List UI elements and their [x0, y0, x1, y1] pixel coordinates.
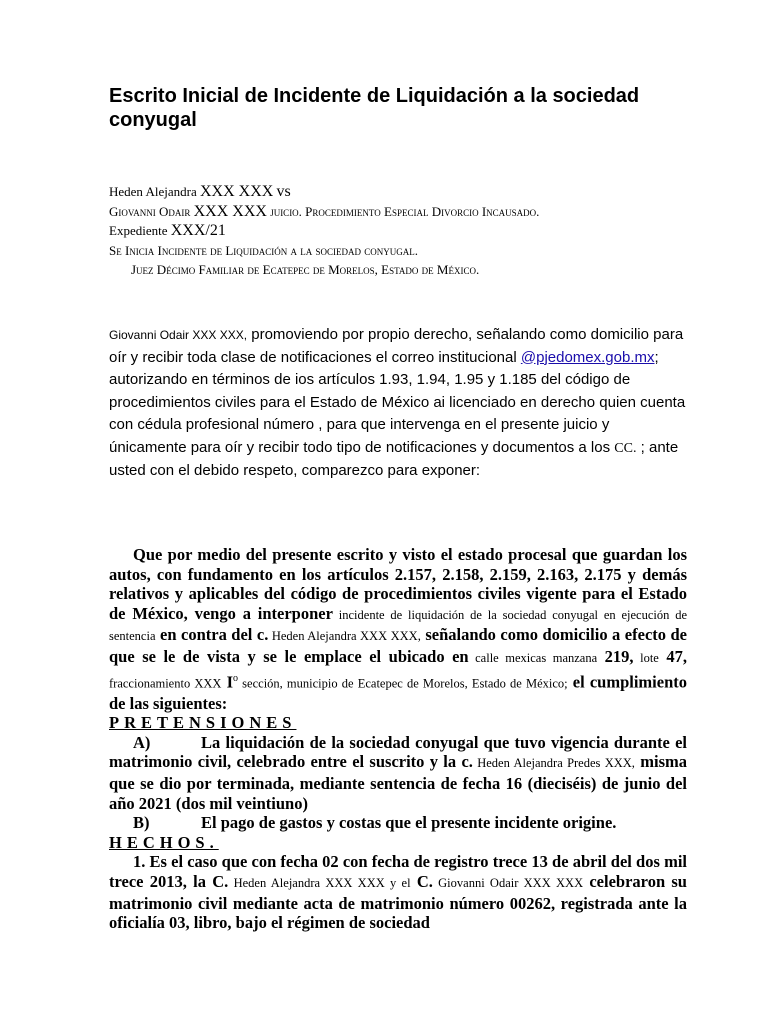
fact-1 [109, 852, 687, 932]
header-subject-line: Se Inicia Incidente de Liquidación a la sociedad conyugal. [109, 242, 419, 258]
fact-1-a: 1. Es el caso que con fecha 02 con fecha de registro trece 13 de abril del dos mil trece 2013, la C. [109, 852, 687, 891]
hechos-heading [109, 833, 687, 853]
para1-c: en contra del c. [155, 625, 269, 645]
pretensiones-label: PRETENSIONES [109, 713, 297, 733]
intro-paragraph [109, 324, 689, 483]
claim-b-text: El pago de gastos y costas que el presente incidente origine. [201, 813, 617, 833]
para1-l: sección, municipio de Ecatepec de Morelos, Estado de México; [238, 676, 568, 691]
para1-m: el cumplimiento de las siguientes: [109, 672, 688, 713]
para1-f: calle mexicas manzana [468, 650, 598, 665]
para1-e: señalando como domicilio a efecto de que se le de vista y se le emplace el ubicado en [109, 625, 687, 666]
file-number: XXX/21 [170, 222, 226, 239]
defendant-surname: XXX XXX [193, 202, 267, 220]
header-defendant-line [109, 202, 729, 222]
para1-g: 219, [597, 646, 634, 666]
header-file-line [109, 221, 729, 241]
email-link[interactable]: @pjedomex.gob.mx [520, 348, 655, 366]
plaintiff-name: Heden Alejandra [109, 184, 197, 199]
fact-1-c: C. [410, 872, 433, 891]
versus-label: vs [276, 183, 291, 200]
promoter-name: Giovanni Odair XXX XXX, [109, 328, 248, 342]
header-parties-line [109, 182, 729, 202]
claim-a-text-3: misma que se dio por terminada, mediante sentencia de fecha 16 (dieciséis) de junio del año 2021 (dos mil veintiuno) [109, 752, 687, 813]
intro-text-3: ; ante usted con el debido respeto, comparezco para exponer: [109, 438, 679, 479]
claim-a-label: A) [133, 732, 151, 752]
claim-a-text-1: La liquidación de la sociedad conyugal que tuvo vigencia durante el matrimonio civil, celebrado entre el suscrito y la c. [109, 732, 687, 772]
claim-a-text-2: Heden Alejandra Predes XXX, [472, 756, 635, 771]
cc-label: CC. [614, 440, 637, 456]
fact-1-b: Heden Alejandra XXX XXX y el [228, 876, 411, 890]
intro-text-1: promoviendo por propio derecho, señalando como domicilio para oír y recibir toda clase de notificaciones el correo institucional [109, 326, 684, 366]
para1-d: Heden Alejandra XXX XXX, [268, 629, 421, 644]
claim-a [109, 733, 687, 813]
claim-b [109, 813, 687, 833]
intro-text-2: ; autorizando en términos de ios artículos 1.93, 1.94, 1.95 y 1.185 del código de procedimientos civiles para el Estado de México ai licenciado en derecho quien cuenta con cédula profesional número , para que intervenga en el presente juicio y únicamente para oír y recibir todo tipo de notificaciones y documentos a los [109, 348, 686, 456]
header-judge-line: Juez Décimo Familiar de Ecatepec de Morelos, Estado de México. [131, 262, 480, 277]
main-paragraph [109, 545, 687, 713]
hechos-label: HECHOS. [109, 832, 219, 852]
fact-1-d: Giovanni Odair XXX XXX [432, 876, 584, 890]
para1-j: fraccionamiento XXX [109, 676, 222, 691]
para1-h: lote [633, 650, 659, 665]
para1-k: I [221, 672, 234, 692]
fact-1-e: celebraron su matrimonio civil mediante acta de matrimonio número 00262, registrada ante la oficialía 03, libro, bajo el régimen de sociedad [109, 872, 687, 933]
document-title: Escrito Inicial de Incidente de Liquidación a la sociedad conyugal [109, 85, 640, 131]
file-label: Expediente [109, 223, 168, 238]
para1-sup: o [233, 672, 239, 684]
para1-i: 47, [658, 646, 687, 666]
procedure-type: juicio. Procedimiento Especial Divorcio Incausado. [270, 203, 540, 219]
para1-a: Que por medio del presente escrito y visto el estado procesal que guardan los autos, con fundamento en los artículos 2.157, 2.158, 2.159, 2.163, 2.175 y demás relativos y aplicables del código de procedimientos civiles vigente para el Estado de México, vengo a interponer [109, 545, 687, 623]
defendant-name: Giovanni Odair [109, 203, 191, 219]
claim-b-label: B) [133, 813, 150, 833]
case-header [109, 182, 729, 280]
para1-b: incidente de liquidación de la sociedad conyugal en ejecución de sentencia [109, 607, 687, 644]
pretensiones-heading [109, 713, 687, 733]
body-text [109, 545, 687, 933]
plaintiff-surname: XXX XXX [199, 183, 274, 200]
